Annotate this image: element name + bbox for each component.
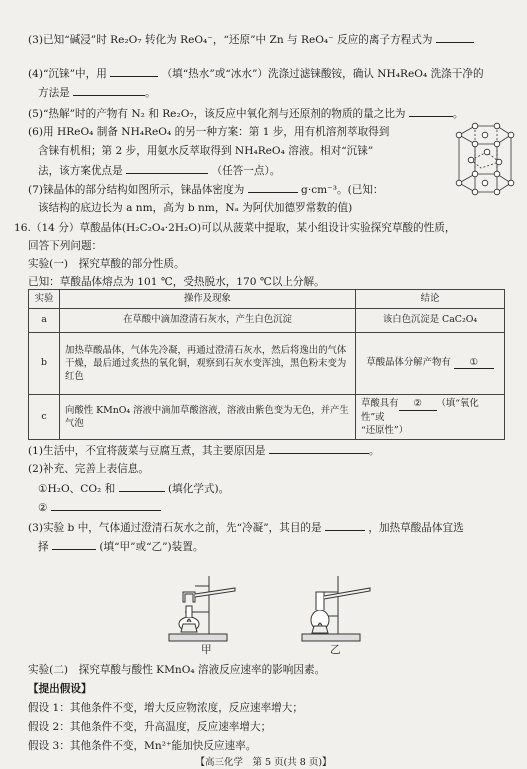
blank-1[interactable]: ①: [454, 358, 494, 370]
q7-answer-blank[interactable]: [248, 183, 298, 193]
q4-answer-blank1[interactable]: [110, 67, 158, 77]
table-cell-id: b: [29, 333, 60, 395]
table-cell-conclusion: [356, 395, 505, 440]
q3-text: (3)已知“碱浸”时 Re₂O₇ 转化为 ReO₄⁻，“还原”中 Zn 与 ReO₄⁻ 反应的离子方程式为: [28, 34, 433, 46]
apparatus-yi-figure: [298, 572, 388, 644]
apparatus-jia-label: 甲: [201, 644, 212, 656]
sub1-answer-blank[interactable]: [269, 444, 369, 454]
q6-line1: (6)用 HReO₄ 制备 NH₄ReO₄ 的另一种方案：第 1 步，用有机溶剂萃取得到: [28, 126, 390, 138]
table-header-cell: 操作及现象: [60, 290, 356, 309]
sub3-answer-blank2[interactable]: [52, 540, 96, 550]
q6-line3: [38, 164, 280, 177]
q6-text-b: （任答一点）。: [211, 165, 281, 177]
q4-end: 。: [145, 87, 156, 99]
sub3-line2: [38, 540, 203, 553]
sub2a-answer-blank[interactable]: [119, 482, 165, 492]
hypothesis-1: 假设 1：其他条件不变，增大反应物浓度，反应速率增大；: [28, 702, 303, 714]
table-cell-op: 在草酸中滴加澄清石灰水，产生白色沉淀: [60, 309, 356, 333]
sub2-line: (2)补充、完善上表信息。: [28, 463, 149, 475]
q16-exp1-title: 实验(一) 探究草酸的部分性质。: [28, 258, 185, 270]
q3-answer-blank[interactable]: [436, 33, 474, 43]
q4-text-c: 方法是: [38, 87, 70, 99]
q7-line1: [28, 183, 384, 196]
table-header-cell: 实验: [29, 290, 60, 309]
sub3-text-d: (填“甲”或“乙”)装置。: [99, 541, 204, 553]
sub2b-line: [38, 501, 161, 514]
sub2a-text-a: ①H₂O、CO₂ 和: [38, 483, 116, 495]
q6-text-a: 法，该方案优点是: [38, 165, 123, 177]
table-cell-op: 向酸性 KMnO₄ 溶液中滴加草酸溶液，溶液由紫色变为无色，并产生气泡: [60, 395, 356, 440]
table-header-cell: 结论: [356, 290, 505, 309]
conclusion-text-c: “还原性”）: [361, 425, 409, 437]
sub1-end: 。: [368, 445, 380, 457]
q4-text-b: （填“热水”或“冰水”）洗涤过滤铼酸铵，确认 NH₄ReO₄ 洗涤干净的: [161, 68, 484, 80]
table-row: [29, 309, 505, 333]
sub3-line1: [28, 521, 464, 534]
q5-answer-blank[interactable]: [409, 107, 453, 117]
q3-line: [28, 33, 474, 46]
sub1-line: [28, 444, 379, 457]
q6-line2: 含铼有机相；第 2 步，用氨水反萃取得到 NH₄ReO₄ 溶液。相对“沉铼”: [38, 145, 374, 157]
sub1-text: (1)生活中，不宜将菠菜与豆腐互煮，其主要原因是: [28, 445, 266, 457]
sub3-text-c: 择: [38, 541, 49, 553]
hypothesis-2: 假设 2：其他条件不变，升高温度，反应速率增大；: [28, 721, 272, 733]
conclusion-text: 草酸具有: [361, 398, 399, 409]
q7-text-a: (7)铼晶体的部分结构如图所示，铼晶体密度为: [28, 184, 245, 196]
rhenium-crystal-structure-figure: [451, 122, 517, 204]
table-cell-conclusion: [356, 333, 505, 395]
q5-line: [28, 107, 463, 120]
q7-text-b: g·cm⁻³。(已知：: [301, 184, 384, 196]
apparatus-jia-figure: [165, 572, 255, 644]
q4-line2: [38, 86, 156, 99]
blank-2[interactable]: ②: [399, 397, 437, 411]
table-cell-id: c: [29, 395, 60, 440]
q4-answer-blank2[interactable]: [73, 86, 145, 96]
table-row: [29, 395, 505, 440]
conclusion-text-b: （填“氧化性”或: [361, 398, 479, 424]
sub2a-text-b: (填化学式)。: [168, 483, 230, 495]
table-cell-op: 加热草酸晶体，气体先冷凝，再通过澄清石灰水，然后将逸出的气体干燥，最后通过炙热的氧化铜，观察到石灰水变浑浊，黑色粉末变为红色: [60, 333, 356, 395]
table-header-row: [29, 290, 505, 309]
q16-line1: 16.（14 分）草酸晶体(H₂C₂O₄·2H₂O)可以从菠菜中提取，某小组设计实验探究草酸的性质，: [14, 222, 456, 234]
table-cell-id: a: [29, 309, 60, 333]
conclusion-text: 草酸晶体分解产物有: [366, 356, 451, 368]
table-cell-conclusion: 该白色沉淀是 CaC₂O₄: [356, 309, 505, 333]
q4-text-a: (4)“沉铼”中，用: [28, 68, 107, 80]
sub3-text-a: (3)实验 b 中，气体通过澄清石灰水之前，先“冷凝”，其目的是: [28, 522, 322, 534]
hypothesis-3: 假设 3：其他条件不变，Mn²⁺能加快反应速率。: [28, 740, 257, 752]
exp2-title: 实验(二) 探究草酸与酸性 KMnO₄ 溶液反应速率的影响因素。: [28, 664, 326, 676]
q16-line2: 回答下列问题：: [28, 240, 103, 252]
sub2b-text: ②: [38, 502, 48, 514]
sub3-answer-blank1[interactable]: [325, 521, 365, 531]
apparatus-yi-label: 乙: [330, 644, 341, 656]
q6-answer-blank[interactable]: [126, 164, 208, 174]
q7-line2: 该结构的底边长为 a nm，高为 b nm，Nₐ 为阿伏加德罗常数的值): [38, 202, 353, 214]
sub2a-line: [38, 482, 229, 495]
sub2b-answer-blank[interactable]: [51, 501, 161, 511]
page-footer: 【高三化学 第 5 页(共 8 页)】: [195, 757, 332, 768]
q4-line1: [28, 67, 484, 80]
hypothesis-heading: 【提出假设】: [28, 683, 92, 695]
q16-known: 已知：草酸晶体熔点为 101 ℃，受热脱水，170 ℃以上分解。: [28, 276, 325, 288]
q5-text: (5)“热解”时的产物有 N₂ 和 Re₂O₇，该反应中氧化剂与还原剂的物质的量之比为: [28, 108, 406, 120]
experiment-table: [28, 289, 505, 440]
sub3-text-b: ，加热草酸晶体宜选: [368, 522, 464, 534]
table-row: [29, 333, 505, 395]
q5-end: 。: [452, 108, 464, 120]
